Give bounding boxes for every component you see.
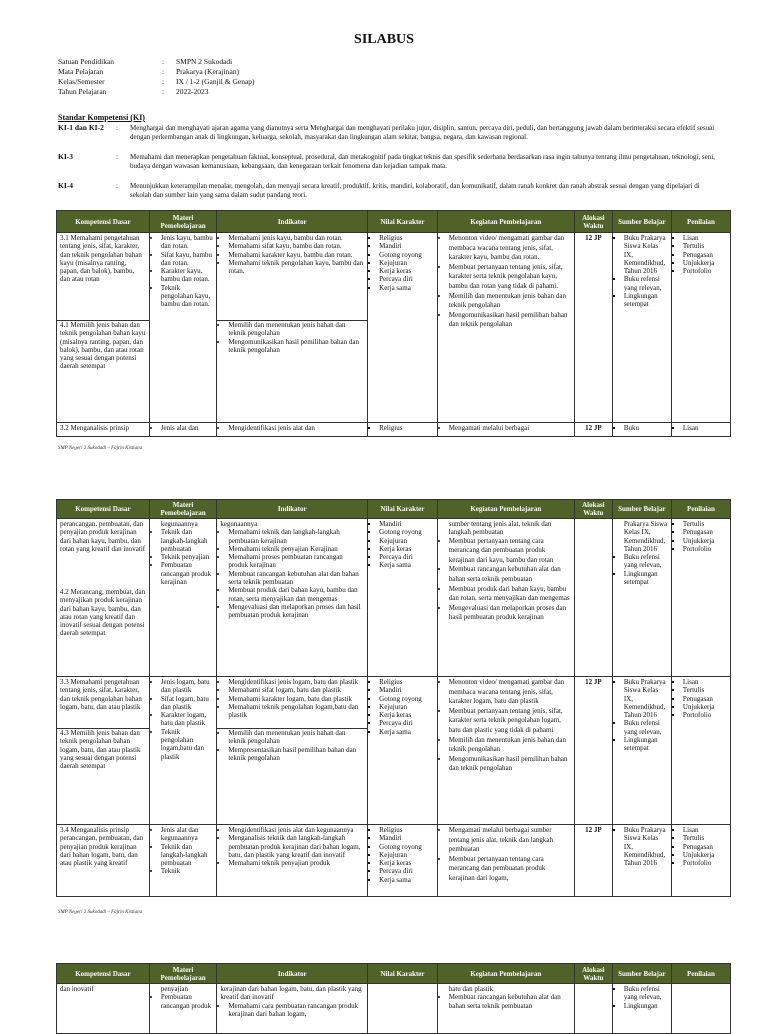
kd-cell: [57, 233, 150, 423]
page-footer: SMP Negeri 2 Sukodadi – Fajrin Kistiana: [58, 446, 143, 451]
list-item: ▪ Religius: [379, 678, 434, 686]
list-item: ▪ Percaya diri: [379, 867, 434, 875]
list-item: • Memilih dan menentukan jenis bahan dan teknik pengolahan: [228, 729, 364, 746]
kd-text: 4.1 Memilih jenis bahan dan teknik pengolahan bahan kayu (misalnya ranting, papan, dan balok), bambu, dan atau rotan yang sesuai dengan potensi daerah setempat: [57, 320, 149, 371]
column-header: Indikator: [217, 964, 368, 984]
kd-cell: [57, 519, 150, 677]
alokasi-cell: 12 JP: [574, 233, 612, 423]
list-item: • Memahami karakter kayu, bambu dan rotan.: [228, 251, 364, 259]
table-row: [57, 677, 731, 825]
column-header: Materi Pemebelajaran: [149, 964, 217, 984]
list-item: ▪ Kerja sama: [379, 284, 434, 292]
list-item: • Memahami teknik penyajian produk: [228, 859, 364, 867]
ki-label: KI-3: [58, 152, 73, 161]
list-item: • Memahami teknik pengolahan logam,batu dan plastik: [228, 703, 364, 720]
bullet-list: [675, 234, 727, 275]
list-item: ▪ Unjukkerja: [683, 703, 727, 711]
list-item: ▪ Lingkungan setempat: [624, 570, 668, 587]
list-item: ▪ Lisan: [683, 424, 727, 432]
bullet-list: [153, 826, 214, 876]
identity-colon: :: [162, 77, 165, 86]
table-header-row: [57, 500, 731, 519]
bullet-list: [371, 424, 434, 432]
bullet-list: [675, 520, 727, 553]
indikator-cell: [217, 519, 368, 677]
alokasi-cell: [574, 984, 612, 1034]
list-item: • Jenis alat dan kegunaannya: [161, 826, 214, 843]
indikator-cell: [217, 423, 368, 437]
identity-colon: :: [162, 67, 165, 76]
list-item: ▪ Penugasan: [683, 528, 727, 536]
sumber-cell: [612, 519, 671, 677]
bullet-list: [220, 1002, 364, 1019]
alokasi-cell: [574, 519, 612, 677]
ki-text: Menunjukkan keterampilan menalar, mengolah, dan menyaji secara kreatif, produktif, kritis, mandiri, kolaboratif, dan komunikatif, dalam ranah konkret dan ranah abstrak sesuai dengan yang dipelajari di sekolah dan sumber lain yang sama dalam sudut pandang teori.: [130, 182, 700, 199]
list-item: ▪ Buku refensi yang relevan,: [624, 275, 668, 292]
list-item: • Mengomunikasikan hasil pemilihan bahan dan teknik pengolahan: [228, 338, 364, 355]
ki-colon: :: [116, 153, 118, 161]
list-item: ▪ Percaya diri: [379, 553, 434, 561]
identity-row: [58, 67, 255, 77]
bullet-list: [153, 678, 214, 761]
list-item: ▪ Gotong royong: [379, 843, 434, 851]
identity-key: Satuan Pendidikan: [58, 57, 115, 66]
list-item: ▪ Lisan: [683, 234, 727, 242]
alokasi-cell: 12 JP: [574, 825, 612, 897]
list-item: ▪ Mandiri: [379, 520, 434, 528]
list-item: • Memilih dan menentukan jenis bahan dan teknik pengolahan: [449, 736, 571, 755]
nilai-cell: [368, 984, 438, 1034]
list-item: • Menonton video/ mengamati gambar dan membaca wacana tentang jenis, sifat, karakter kayu, bambu dan rotan.: [449, 234, 571, 263]
list-item: • Membuat pertanyaan tentang cara merancang dan pembuatan produk kerajinan dari kayu, bambu dan rotan: [449, 537, 571, 566]
list-item: • Memahami cara pembuatan rancangan produk kerajinan dari bahan logam,: [228, 1002, 364, 1019]
column-header: Alokasi Waktu: [574, 964, 612, 984]
list-item: • Mengevaluasi dan melaporkan proses dan hasil pembuatan produk kerajinan: [449, 604, 571, 623]
list-item: • Mempresentasikan hasil pemilihan bahan dan teknik pengolahan: [228, 746, 364, 763]
ki-colon: :: [116, 124, 118, 132]
list-item: ▪ Kejujuran: [379, 703, 434, 711]
nilai-cell: [368, 677, 438, 825]
list-item: • Mengamati melalui berbagai: [449, 424, 571, 432]
bullet-list: [220, 424, 364, 432]
list-item: ▪ Tertulis: [683, 520, 727, 528]
syllabus-table-page-1: [56, 210, 731, 437]
indikator-lead: kerajinan dari bahan logam, batu, dan plastik yang kreatif dan inovatif: [220, 985, 362, 1002]
kd-text: 4.2 Merancang, membuat, dan menyajikan produk kerajinan dari bahan kayu, bambu, dan atau rotan yang kreatif dan inovatif sesuai dengan potensi daerah setempat: [60, 588, 146, 638]
bullet-list: [441, 826, 571, 884]
column-header: Nilai Karakter: [368, 500, 438, 519]
materi-cell: [149, 825, 217, 897]
list-item: • Memilih dan menentukan jenis bahan dan teknik pengolahan: [228, 321, 364, 338]
list-item: • Membuat rancangan kebutuhan alat dan bahan serta teknik pembuatan: [228, 570, 364, 587]
column-header: Sumber Belajar: [612, 500, 671, 519]
kd-cell: dan inovatif: [57, 984, 150, 1034]
table-row: [57, 984, 731, 1034]
list-item: ▪ Buku Prakarya Siswa Kelas IX, Kemendikbud, Tahun 2016: [624, 826, 668, 867]
list-item: ▪ Penugasan: [683, 843, 727, 851]
kd-text: 3.1 Memahami pengetahuan tentang jenis, sifat, karakter, dan teknik pengolahan bahan kayu (misalnya ranting, papan, dan balok), bambu, dan atau rotan: [60, 234, 142, 284]
list-item: ▪ Portofolio: [683, 267, 727, 275]
list-item: ▪ Religius: [379, 234, 434, 242]
indikator-cell: [217, 825, 368, 897]
bullet-list: [371, 520, 434, 570]
list-item: • Memilih dan menentukan jenis bahan dan teknik pengolahan: [449, 292, 571, 311]
list-item: ▪ Gotong royong: [379, 251, 434, 259]
list-item: • Pembuatan rancangan produk kerajinan: [161, 561, 214, 586]
ki-row-4: [58, 182, 720, 199]
syllabus-table-page-3: [56, 963, 731, 1034]
list-item: • Jenis alat dan: [161, 424, 214, 432]
list-item: • Memahami sifat kayu, bambu dan rotan.: [228, 242, 364, 250]
identity-value: IX / 1-2 (Ganjil & Genap): [176, 77, 255, 86]
bullet-list: [441, 993, 571, 1010]
ki-colon: :: [116, 182, 118, 190]
indikator-cell: [217, 677, 368, 825]
list-item: • Membuat pertanyaan tentang cara merancang dan pembuatan produk kerajinan dari logam,: [449, 855, 571, 884]
list-item: ▪ Buku Prakarya Siswa Kelas IX, Kemendikbud, Tahun 2016: [624, 234, 668, 275]
kegiatan-cell: [437, 233, 574, 423]
list-item: ▪ Tertulis: [683, 834, 727, 842]
kd-cell: [57, 677, 150, 825]
list-item: • Mengidentifikasi jenis alat dan: [228, 424, 364, 432]
list-item: • Membuat produk dari bahan kayu, bambu dan rotan, serta menyajikan dan mengemas: [228, 586, 364, 603]
list-item: ▪ Buku: [624, 424, 668, 432]
list-item: • Pembuatan rancangan produk: [161, 993, 214, 1010]
list-item: ▪ Buku Prakarya Siswa Kelas IX, Kemendikbud, Tahun 2016: [624, 678, 668, 719]
list-item: • Membuat produk dari bahan kayu, bambu dan rotan, serta menyajikan dan mengemas: [449, 585, 571, 604]
list-item: ▪ Mandiri: [379, 834, 434, 842]
ki-label: KI-4: [58, 181, 73, 190]
table-row: [57, 825, 731, 897]
penilaian-cell: [671, 825, 730, 897]
column-header: Kegiatan Pembelajaran: [437, 964, 574, 984]
list-item: • Sifat kayu, bambu dan rotan.: [161, 251, 214, 268]
list-item: ▪ Unjukkerja: [683, 537, 727, 545]
kegiatan-lead: sumber tentang jenis alat, teknik dan langkah pembuatan: [448, 520, 552, 537]
table-row: [57, 233, 731, 423]
list-item: ▪ Buku refensi yang relevan,: [624, 719, 668, 736]
list-item: ▪ Kejujuran: [379, 851, 434, 859]
column-header: Materi Pemebelajaran: [149, 500, 217, 519]
penilaian-cell: [671, 233, 730, 423]
list-item: ▪ Lingkungan: [624, 1002, 668, 1010]
list-item: ▪ Kerja sama: [379, 561, 434, 569]
list-item: • Jenis kayu, bambu dan rotan.: [161, 234, 214, 251]
ki-row-1: [58, 124, 720, 141]
list-item: ▪ Religius: [379, 424, 434, 432]
ki-row-3: [58, 153, 720, 170]
column-header: Sumber Belajar: [612, 211, 671, 233]
identity-key: Mata Pelajaran: [58, 67, 104, 76]
ki-label: KI-1 dan KI-2: [58, 123, 104, 132]
list-item: • Jenis logam, batu dan plastik: [161, 678, 214, 695]
materi-cell: [149, 233, 217, 423]
bullet-list: [153, 528, 214, 586]
materi-cell: [149, 984, 217, 1034]
list-item: • Memahami teknik dan langkah-langkah pembuatan kerajinan: [228, 528, 364, 545]
list-item: • Teknik pengolahan logam,batu dan plastik: [161, 728, 214, 761]
column-header: Materi Pemebelajaran: [149, 211, 217, 233]
list-item: ▪ Percaya diri: [379, 275, 434, 283]
identity-value: Prakarya (Kerajinan): [176, 67, 240, 76]
bullet-list: [220, 528, 364, 619]
list-item: • Mengomunikasikan hasil pemilihan bahan dan teknik pengolahan: [449, 311, 571, 330]
identity-key: Tahun Pelajaran: [58, 87, 107, 96]
list-item: ▪ Kerja keras: [379, 711, 434, 719]
list-item: • Sifat logam, batu dan plastik: [161, 695, 214, 712]
list-item: • Teknik dan langkah-langkah pembuatan: [161, 528, 214, 553]
kd-text: perancangan, pembuatan, dan penyajian produk kerajinan dari bahan kayu, bambu, dan rotan yang kreatif dan inovatif: [60, 520, 146, 553]
identity-value: SMPN 2 Sukodadi: [176, 57, 233, 66]
ki-text: Menghargai dan menghayati ajaran agama yang dianutnya serta Menghargai dan menghayati perilaku jujur, disiplin, santun, percaya diri, peduli, dan bertanggung jawab dalam berinteraksi secara efektif sesuai dengan perkembangan anak di lingkungan, keluarga, sekolah, masyarakat dan lingkungan alam sekitar, bangsa, negara, dan kawasan regional.: [130, 124, 715, 141]
page-footer: SMP Negeri 2 Sukodadi – Fajrin Kistiana: [58, 910, 143, 915]
column-header: Alokasi Waktu: [574, 500, 612, 519]
list-item: • Memahami teknik penyajian Kerajinan: [228, 545, 364, 553]
nilai-cell: [368, 825, 438, 897]
list-item: ▪ Kejujuran: [379, 537, 434, 545]
bullet-list: [616, 424, 668, 432]
list-item: ▪ Percaya diri: [379, 719, 434, 727]
list-item: • Karakter logam, batu dan plastik: [161, 711, 214, 728]
bullet-list: [675, 826, 727, 867]
list-item: • Mengidentifikasi jenis logam, batu dan plastik: [228, 678, 364, 686]
list-item: ▪ Mandiri: [379, 242, 434, 250]
identity-row: [58, 87, 255, 97]
column-header: Kegiatan Pembelajaran: [437, 500, 574, 519]
bullet-list: [616, 826, 668, 867]
penilaian-cell: [671, 423, 730, 437]
alokasi-cell: 12 JP: [574, 677, 612, 825]
list-item: • Memahami proses pembuatan rancangan produk kerajinan: [228, 553, 364, 570]
materi-lead: penyajian: [160, 985, 189, 993]
bullet-list: [441, 537, 571, 623]
table-header-row: [57, 964, 731, 984]
bullet-list: [441, 678, 571, 774]
column-header: Nilai Karakter: [368, 211, 438, 233]
list-item: ▪ Kerja sama: [379, 876, 434, 884]
bullet-list: [675, 424, 727, 432]
list-item: • Menganalisis teknik dan langkah-langkah pembuatan produk kerajinan dari bahan logam, batu, dan plastik yang kreatif dan inovatif: [228, 834, 364, 859]
kegiatan-cell: [437, 519, 574, 677]
kegiatan-cell: [437, 677, 574, 825]
kegiatan-cell: [437, 825, 574, 897]
bullet-list: [371, 678, 434, 736]
list-item: ▪ Kerja keras: [379, 267, 434, 275]
list-item: • Memahami sifat logam, batu dan plastik: [228, 686, 364, 694]
list-item: ▪ Kerja keras: [379, 859, 434, 867]
column-header: Alokasi Waktu: [574, 211, 612, 233]
list-item: • Memahami jenis kayu, bambu dan rotan.: [228, 234, 364, 242]
kegiatan-cell: [437, 423, 574, 437]
alokasi-cell: 12 JP: [574, 423, 612, 437]
column-header: Kegiatan Pembelajaran: [437, 211, 574, 233]
list-item: ▪ Gotong royong: [379, 528, 434, 536]
materi-cell: [149, 519, 217, 677]
list-item: • Mengomunikasikan hasil pemilihan bahan dan teknik pengolahan: [449, 755, 571, 774]
table-row: [57, 519, 731, 677]
column-header: Indikator: [217, 500, 368, 519]
materi-lead: kegunaannya: [160, 520, 198, 528]
page-title: SILABUS: [354, 32, 414, 47]
materi-cell: [149, 423, 217, 437]
penilaian-cell: [671, 677, 730, 825]
nilai-cell: [368, 233, 438, 423]
list-item: • Mengevaluasi dan melaporkan proses dan hasil pembuatan produk kerajinan: [228, 603, 364, 620]
materi-cell: [149, 677, 217, 825]
table-row: [57, 423, 731, 437]
list-item: ▪ Portofolio: [683, 859, 727, 867]
list-item: ▪ Mandiri: [379, 686, 434, 694]
ki-text: Memahami dan menerapkan pengetahuan faktual, konseptual, prosedural, dan metakognitif pada tingkat teknis dan spesifik sederhana berdasarkan rasa ingin tahunya tentang ilmu pengetahuan, teknologi, seni, budaya dengan wawasan kemanusiaan, kebangsaan, dan kenegaraan terkait fenomena dan kejadian tampak mata.: [130, 153, 715, 170]
bullet-list: [220, 321, 364, 354]
list-item: ▪ Lisan: [683, 826, 727, 834]
bullet-list: [616, 985, 668, 1010]
list-item: • Mengidentifikasi jenis alat dan kegunaannya: [228, 826, 364, 834]
kegiatan-lead: batu dan plastik: [448, 985, 494, 993]
list-item: ▪ Portofolio: [683, 711, 727, 719]
list-item: • Karakter kayu, bambu dan rotan.: [161, 267, 214, 284]
bullet-list: [616, 678, 668, 753]
bullet-list: [220, 826, 364, 867]
list-item: ▪ Unjukkerja: [683, 259, 727, 267]
list-item: ▪ Penugasan: [683, 695, 727, 703]
bullet-list: [220, 729, 364, 762]
standar-kompetensi-heading: Standar Kompetensi (KI): [58, 113, 145, 122]
nilai-cell: [368, 519, 438, 677]
list-item: ▪ Lisan: [683, 678, 727, 686]
list-item: ▪ Unjukkerja: [683, 851, 727, 859]
penilaian-cell: [671, 984, 730, 1034]
table-header-row: [57, 211, 731, 233]
list-item: • Teknik dan langkah-langkah pembuatan: [161, 843, 214, 868]
list-item: ▪ Tertulis: [683, 686, 727, 694]
bullet-list: [371, 826, 434, 884]
sumber-cell: [612, 825, 671, 897]
bullet-list: [220, 234, 364, 275]
bullet-list: [441, 424, 571, 432]
list-item: • Membuat pertanyaan tentang jenis, sifat, karakter serta teknik pengolahan kayu, bambu dan rotan yang tidak di pahami.: [449, 263, 571, 292]
kd-cell: 3.4 Menganalisis prinsip perancangan, pembuatan, dan penyajian produk kerajinan dari bahan logam, batu, dan atau plastik yang kreatif: [57, 825, 150, 897]
indikator-cell: [217, 233, 368, 423]
column-header: Indikator: [217, 211, 368, 233]
column-header: Penilaian: [671, 964, 730, 984]
list-item: • Membuat rancangan kebutuhan alat dan bahan serta teknik pembuatan: [449, 993, 571, 1010]
list-item: ▪ Lingkungan setempat: [624, 736, 668, 753]
column-header: Penilaian: [671, 500, 730, 519]
column-header: Kompetensi Dasar: [57, 964, 150, 984]
list-item: • Memahami teknik pengolahan kayu, bambu dan rotan.: [228, 259, 364, 276]
list-item: ▪ Portofolio: [683, 545, 727, 553]
identity-value: 2022-2023: [176, 87, 209, 96]
kd-text: 3.3 Memahami pengetahuan tentang jenis, sifat, karakter, dan teknik pengolahan bahan logam, batu, dan atau plastik: [60, 678, 142, 711]
column-header: Penilaian: [671, 211, 730, 233]
identity-block: [58, 57, 255, 97]
kegiatan-cell: [437, 984, 574, 1034]
bullet-list: [153, 234, 214, 309]
list-item: ▪ Lingkungan setempat: [624, 292, 668, 309]
list-item: ▪ Penugasan: [683, 251, 727, 259]
list-item: • Memahami karakter logam, batu dan plastik: [228, 695, 364, 703]
bullet-list: [153, 424, 214, 432]
bullet-list: [153, 993, 214, 1010]
penilaian-cell: [671, 519, 730, 677]
bullet-list: [441, 234, 571, 330]
sumber-cell: [612, 423, 671, 437]
bullet-list: [371, 234, 434, 292]
identity-key: Kelas/Semester: [58, 77, 105, 86]
sumber-cell: [612, 984, 671, 1034]
column-header: Kompetensi Dasar: [57, 500, 150, 519]
list-item: ▪ Buku refensi yang relevan,: [624, 553, 668, 570]
list-item: • Membuat pertanyaan tentang jenis, sifat, karakter serta teknik pengolahan logam, batu dan plastic yang tidak di pahami: [449, 707, 571, 736]
list-item: • Teknik pengolahan kayu, bambu dan rotan.: [161, 284, 214, 309]
bullet-list: [616, 234, 668, 309]
list-item: ▪ Kerja keras: [379, 545, 434, 553]
identity-colon: :: [162, 87, 165, 96]
kd-cell: 3.2 Menganalisis prinsip: [57, 423, 150, 437]
column-header: Sumber Belajar: [612, 964, 671, 984]
identity-row: [58, 77, 255, 87]
list-item: • Membuat rancangan kebutuhan alat dan bahan serta teknik pembuatan: [449, 565, 571, 584]
kd-text: 4.3 Memilih jenis bahan dan teknik pengolahan bahan logam, batu, dan atau plastik yang sesuai dengan potensi daerah setempat: [57, 728, 149, 770]
syllabus-table-page-2: [56, 499, 731, 897]
nilai-cell: [368, 423, 438, 437]
bullet-list: [616, 553, 668, 586]
bullet-list: [675, 678, 727, 719]
sumber-cell: [612, 233, 671, 423]
sumber-lead: Prakarya Siswa Kelas IX, Kemendikbud, Tahun 2016: [623, 520, 668, 553]
indikator-lead: kegunaannya: [220, 520, 258, 528]
identity-colon: :: [162, 57, 165, 66]
list-item: ▪ Tertulis: [683, 242, 727, 250]
list-item: • Teknik penyajian: [161, 553, 214, 561]
column-header: Kompetensi Dasar: [57, 211, 150, 233]
indikator-cell: [217, 984, 368, 1034]
list-item: ▪ Gotong royong: [379, 695, 434, 703]
list-item: ▪ Buku refensi yang relevan,: [624, 985, 668, 1002]
list-item: • Teknik: [161, 867, 214, 875]
list-item: ▪ Kerja sama: [379, 728, 434, 736]
list-item: • Menonton video/ mengamati gambar dan membaca wacana tentang jenis, sifat, karakter logam, batu dan plastik: [449, 678, 571, 707]
identity-row: [58, 57, 255, 67]
list-item: ▪ Kejujuran: [379, 259, 434, 267]
sumber-cell: [612, 677, 671, 825]
list-item: • Mengamati melalui berbagai sumber tentang jenis alat, teknik dan langkah pembuatan: [449, 826, 571, 855]
bullet-list: [220, 678, 364, 719]
column-header: Nilai Karakter: [368, 964, 438, 984]
list-item: ▪ Religius: [379, 826, 434, 834]
